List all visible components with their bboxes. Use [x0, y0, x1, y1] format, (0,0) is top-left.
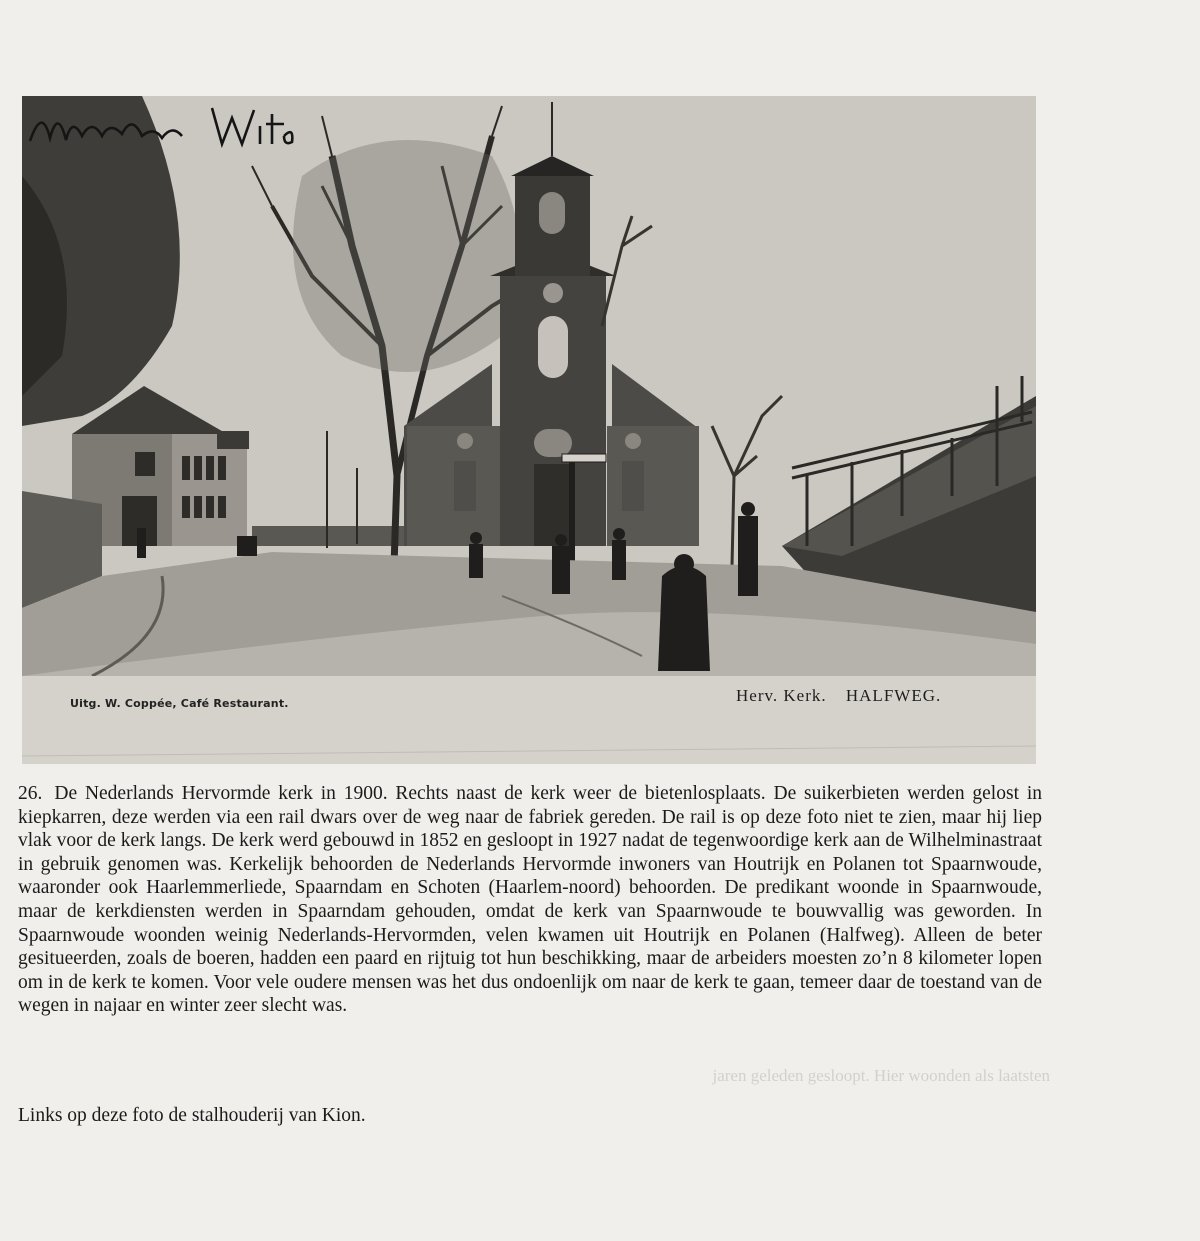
handwritten-signature: [22, 96, 302, 156]
caption-last-line: Links op deze foto de stalhouderij van Kion.: [18, 1105, 366, 1126]
card-title-church: Herv. Kerk.: [736, 686, 827, 705]
church-photograph: [22, 96, 1036, 764]
figure-caption: [18, 782, 1042, 1018]
card-title-place: HALFWEG.: [845, 686, 942, 705]
card-title: [736, 686, 941, 706]
bleed-through-text: jaren geleden gesloopt. Hier woonden als laatsten: [712, 1066, 1050, 1085]
caption-text: De Nederlands Hervormde kerk in 1900. Rechts naast de kerk weer de bietenlosplaats. De suikerbieten werden gelost in kiepkarren, deze werden via een rail dwars over de weg naar de fabriek gereden. De rail is op deze foto niet te zien, maar hij liep vlak voor de kerk langs. De kerk werd gebouwd in 1852 en gesloopt in 1927 nadat de tegenwoordige kerk aan de Wilhelminastraat in gebruik genomen was. Kerkelijk behoorden de Nederlands Hervormde inwoners van Houtrijk en Polanen tot Spaarnwoude, waaronder ook Haarlemmerliede, Spaarndam en Schoten (Haarlem-noord) behoorden. De predikant woonde in Spaarnwoude, maar de kerkdiensten werden in Spaarndam gehouden, omdat de kerk van Spaarnwoude te bouwvallig was geworden. In Spaarnwoude woonden weinig Nederlands-Hervormden, velen kwamen uit Houtrijk en Polanen (Halfweg). Alleen de beter gesitueerden, zoals de boeren, hadden een paard en rijtuig tot hun beschikking, maar de arbeiders moesten zo’n 8 kilometer lopen om in de kerk te komen. Voor vele oudere mensen was het dus ondoenlijk om naar de kerk te gaan, temeer daar de toestand van de wegen in najaar en winter zeer slecht was.: [18, 783, 1042, 1017]
church-scene-image: [22, 96, 1036, 764]
caption-number: 26.: [18, 783, 43, 804]
card-publisher-text: Uitg. W. Coppée, Café Restaurant.: [70, 697, 289, 710]
